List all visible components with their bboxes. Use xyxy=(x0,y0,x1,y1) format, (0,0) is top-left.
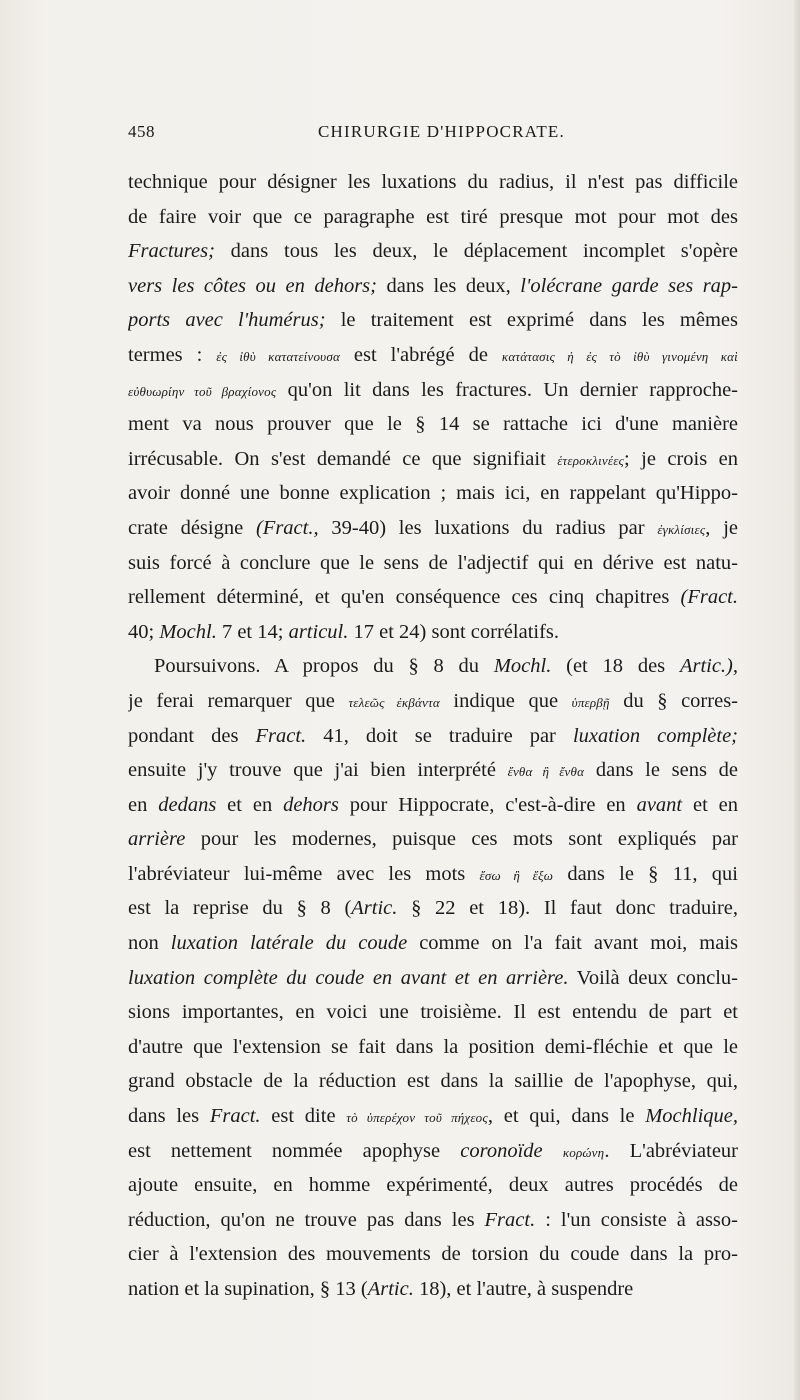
text-line xyxy=(128,580,738,615)
text-line xyxy=(128,615,738,650)
greek-text: κορώνη xyxy=(562,1144,605,1160)
text-run: , et qui, dans le xyxy=(487,1105,646,1128)
text-run: : l'un consiste à asso- xyxy=(535,1208,738,1231)
greek-text: τὸ ὑπερέχον τοῦ πήχεος xyxy=(346,1110,488,1126)
text-run: dans les xyxy=(128,1105,210,1128)
text-run: ; je crois en xyxy=(624,447,738,470)
text-line xyxy=(128,200,738,235)
text-line xyxy=(128,476,738,511)
greek-text: ἑτεροκλινέες xyxy=(557,452,625,468)
text-line xyxy=(128,788,738,823)
text-line xyxy=(128,995,738,1030)
text-run: sions importantes, en voici une troisième. Il est entendu de part et xyxy=(128,1001,738,1024)
italic-text: coronoïde xyxy=(460,1139,543,1162)
italic-text: Mochl. xyxy=(493,655,552,678)
text-line xyxy=(128,546,738,581)
text-run: crate désigne xyxy=(128,516,256,539)
text-run xyxy=(543,1140,563,1162)
text-run: est la reprise du § 8 ( xyxy=(128,897,352,920)
greek-text: ὑπερβῇ xyxy=(571,694,610,710)
text-run: est nettement nommée apophyse xyxy=(128,1139,461,1162)
text-run: rellement déterminé, et qu'en conséquence ces cinq chapitres xyxy=(128,586,681,609)
text-run: § 22 et 18). Il faut donc traduire, xyxy=(397,897,738,920)
text-line xyxy=(128,269,738,304)
body-text xyxy=(128,165,738,1307)
italic-text: articul. xyxy=(288,620,349,643)
text-run: d'autre que l'extension se fait dans la position demi-fléchie et que le xyxy=(128,1035,738,1058)
text-run: nation et la supination, § 13 ( xyxy=(128,1278,368,1300)
text-run: , je xyxy=(705,516,738,539)
greek-text: ἔνθα ἢ ἔνθα xyxy=(507,764,585,780)
text-run: 7 et 14; xyxy=(216,620,289,643)
text-line xyxy=(128,442,738,477)
text-line xyxy=(128,961,738,996)
text-line xyxy=(128,1203,738,1238)
text-run: indique que xyxy=(439,689,572,712)
text-run: le traitement est exprimé dans les mêmes xyxy=(325,309,738,332)
text-run: dans le sens de xyxy=(584,759,738,782)
text-run: est dite xyxy=(260,1105,347,1128)
greek-text: ἔσω ἢ ἔξω xyxy=(479,867,554,883)
text-line xyxy=(128,511,738,546)
text-run: qu'on lit dans les fractures. Un dernier rapproche- xyxy=(276,378,738,401)
italic-text: arrière xyxy=(128,828,186,851)
text-line xyxy=(128,1168,738,1203)
text-line xyxy=(128,407,738,442)
text-line xyxy=(128,1237,738,1272)
italic-text: vers les côtes ou en dehors; xyxy=(128,274,377,297)
text-line xyxy=(128,338,738,373)
text-line xyxy=(128,1099,738,1134)
text-line xyxy=(128,165,738,200)
greek-text: τελεῶς ἐκβάντα xyxy=(348,694,440,710)
italic-text: Artic.), xyxy=(679,655,738,678)
italic-text: Fractures; xyxy=(128,240,215,263)
text-run: ment va nous prouver que le § 14 se rattache ici d'une manière xyxy=(128,413,738,436)
italic-text: Fract. xyxy=(255,724,307,747)
greek-text: ἐς ἰθὺ κατατείνουσα xyxy=(216,348,340,364)
text-run: l'abréviateur lui-même avec les mots xyxy=(128,862,480,885)
text-run: réduction, qu'on ne trouve pas dans les xyxy=(128,1208,485,1231)
text-line xyxy=(128,303,738,338)
italic-text: luxation latérale du coude xyxy=(170,932,408,955)
text-line xyxy=(128,373,738,408)
text-run: du § corres- xyxy=(609,689,738,712)
text-run: et en xyxy=(216,793,284,816)
text-run: de faire voir que ce paragraphe est tiré presque mot pour mot des xyxy=(128,205,738,228)
text-run: suis forcé à conclure que le sens de l'adjectif qui en dérive est natu- xyxy=(128,551,738,574)
italic-text: Artic. xyxy=(351,897,398,920)
text-run: termes : xyxy=(128,343,217,366)
text-run: comme on l'a fait avant moi, mais xyxy=(407,932,738,955)
text-run: non xyxy=(128,932,171,955)
text-line xyxy=(128,234,738,269)
text-run: pour Hippocrate, c'est-à-dire en xyxy=(338,793,637,816)
italic-text: avant xyxy=(636,793,683,816)
text-run: 41, doit se traduire par xyxy=(306,724,573,747)
text-run: 17 et 24) sont corrélatifs. xyxy=(348,620,560,643)
text-run: dans le § 11, qui xyxy=(553,862,738,885)
text-line xyxy=(128,684,738,719)
italic-text: l'olécrane garde ses rap- xyxy=(520,274,738,297)
text-run: dans tous les deux, le déplacement incomplet s'opère xyxy=(214,240,738,263)
text-run: je ferai remarquer que xyxy=(128,689,349,712)
text-line xyxy=(128,926,738,961)
text-run: avoir donné une bonne explication ; mais ici, en rappelant qu'Hippo- xyxy=(128,482,738,505)
text-run: Voilà deux conclu- xyxy=(568,966,738,989)
text-run: 40; xyxy=(128,620,160,643)
text-run: Poursuivons. A propos du § 8 du xyxy=(154,655,494,678)
italic-text: ports avec l'humérus; xyxy=(128,309,326,332)
greek-text: ἐγκλίσιες xyxy=(657,521,706,537)
text-line xyxy=(128,822,738,857)
italic-text: dehors xyxy=(283,793,339,816)
text-run: est l'abrégé de xyxy=(339,343,502,366)
text-line xyxy=(128,1134,738,1169)
text-line xyxy=(128,1064,738,1099)
italic-text: (Fract. xyxy=(680,586,738,609)
text-line xyxy=(128,891,738,926)
italic-text: luxation complète; xyxy=(572,724,738,747)
text-run: ensuite j'y trouve que j'ai bien interprété xyxy=(128,759,508,782)
page-number: 458 xyxy=(128,122,155,141)
greek-text: κατάτασις ἡ ἐς τὸ ἰθὺ γινομένη καὶ xyxy=(501,348,738,364)
running-head xyxy=(128,122,728,146)
text-run: en xyxy=(128,793,159,816)
text-line xyxy=(128,1030,738,1065)
text-run: et en xyxy=(682,793,738,816)
text-run: . L'abréviateur xyxy=(604,1139,738,1162)
text-run: 18), et l'autre, à suspendre xyxy=(413,1278,634,1300)
italic-text: Mochlique, xyxy=(645,1105,738,1128)
text-run: (et 18 des xyxy=(551,655,680,678)
text-run: pour les modernes, puisque ces mots sont expliqués par xyxy=(185,828,738,851)
text-run: ajoute ensuite, en homme expérimenté, deux autres procédés de xyxy=(128,1174,738,1197)
italic-text: Mochl. xyxy=(159,620,217,643)
text-line xyxy=(128,753,738,788)
text-run: irrécusable. On s'est demandé ce que signifiait xyxy=(128,447,558,470)
italic-text: Fract. xyxy=(209,1105,261,1128)
text-line xyxy=(128,1272,738,1307)
text-run: dans les deux, xyxy=(377,274,521,297)
italic-text: luxation complète du coude en avant et en arrière. xyxy=(128,966,569,989)
italic-text: Fract. xyxy=(484,1208,536,1231)
page-edge xyxy=(794,0,800,1400)
text-run: cier à l'extension des mouvements de torsion du coude dans la pro- xyxy=(128,1243,738,1266)
text-run: grand obstacle de la réduction est dans la saillie de l'apophyse, qui, xyxy=(128,1070,738,1093)
running-title: CHIRURGIE D'HIPPOCRATE. xyxy=(318,122,565,141)
text-run: pondant des xyxy=(128,724,256,747)
text-line xyxy=(128,649,738,684)
text-line xyxy=(128,857,738,892)
greek-text: εὐθυωρίην τοῦ βραχίονος xyxy=(128,383,277,399)
text-run: 39-40) les luxations du radius par xyxy=(318,516,658,539)
italic-text: (Fract., xyxy=(255,516,319,539)
italic-text: Artic. xyxy=(367,1278,414,1300)
text-line xyxy=(128,719,738,754)
italic-text: dedans xyxy=(158,793,217,816)
text-run: technique pour désigner les luxations du radius, il n'est pas difficile xyxy=(128,171,738,193)
